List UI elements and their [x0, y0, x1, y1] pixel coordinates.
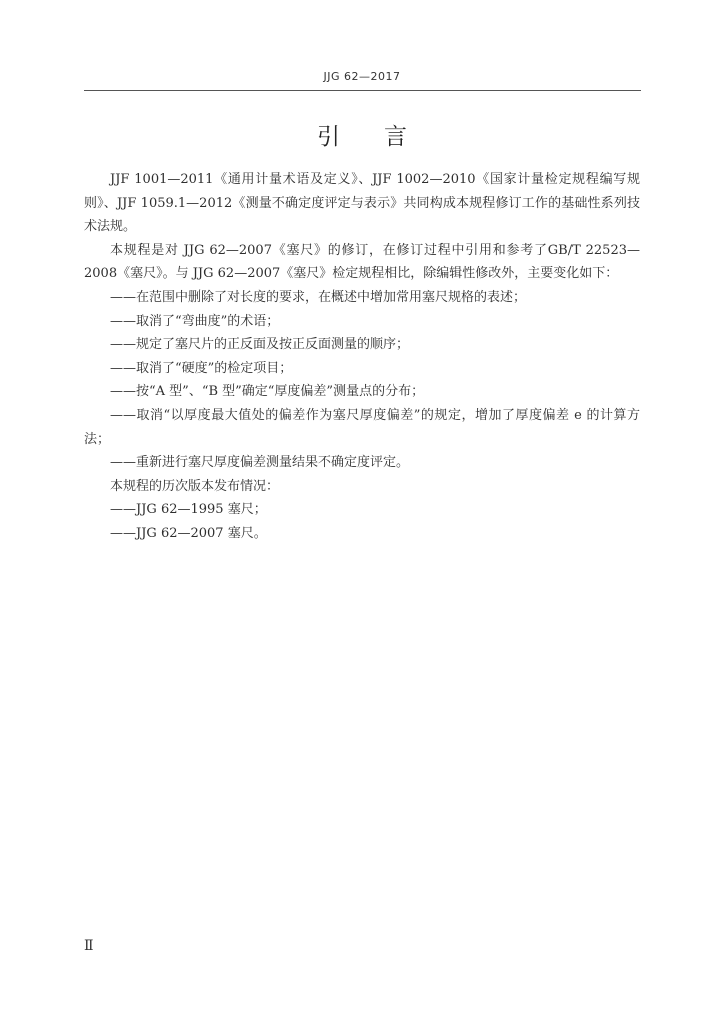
change-item: ——在范围中删除了对长度的要求，在概述中增加常用塞尺规格的表述；: [110, 289, 527, 305]
page-number: Ⅱ: [84, 938, 94, 954]
change-item: ——按“A 型”、“B 型”确定“厚度偏差”测量点的分布；: [110, 384, 425, 400]
standard-code-header: JJG 62—2017: [323, 70, 401, 83]
revision-paragraph: 本规程是对 JJG 62—2007《塞尺》的修订，在修订过程中引用和参考了GB/T 22523—2008《塞尺》。与 JJG 62—2007《塞尺》检定规程相比，除编辑性修改外，主要变化如下：: [84, 242, 640, 282]
history-intro: 本规程的历次版本发布情况：: [110, 478, 280, 494]
change-item: ——取消“以厚度最大值处的偏差作为塞尺厚度偏差”的规定，增加了厚度偏差 e 的计算方法；: [84, 407, 640, 447]
change-item: ——取消了“弯曲度”的术语；: [110, 313, 280, 329]
change-item: ——重新进行塞尺厚度偏差测量结果不确定度评定。: [110, 455, 410, 471]
header-divider: [84, 90, 641, 91]
history-item: ——JJG 62—2007 塞尺。: [110, 525, 267, 541]
page-title: 引言: [317, 124, 451, 150]
history-item: ——JJG 62—1995 塞尺；: [110, 502, 267, 518]
change-item: ——取消了“硬度”的检定项目；: [110, 360, 293, 376]
intro-paragraph: JJF 1001—2011《通用计量术语及定义》、JJF 1002—2010《国家计量检定规程编写规则》、JJF 1059.1—2012《测量不确定度评定与表示》共同构成本规程修订工作的基础性系列技术法规。: [84, 172, 640, 235]
document-body: [84, 168, 640, 546]
change-item: ——规定了塞尺片的正反面及按正反面测量的顺序；: [110, 337, 410, 353]
